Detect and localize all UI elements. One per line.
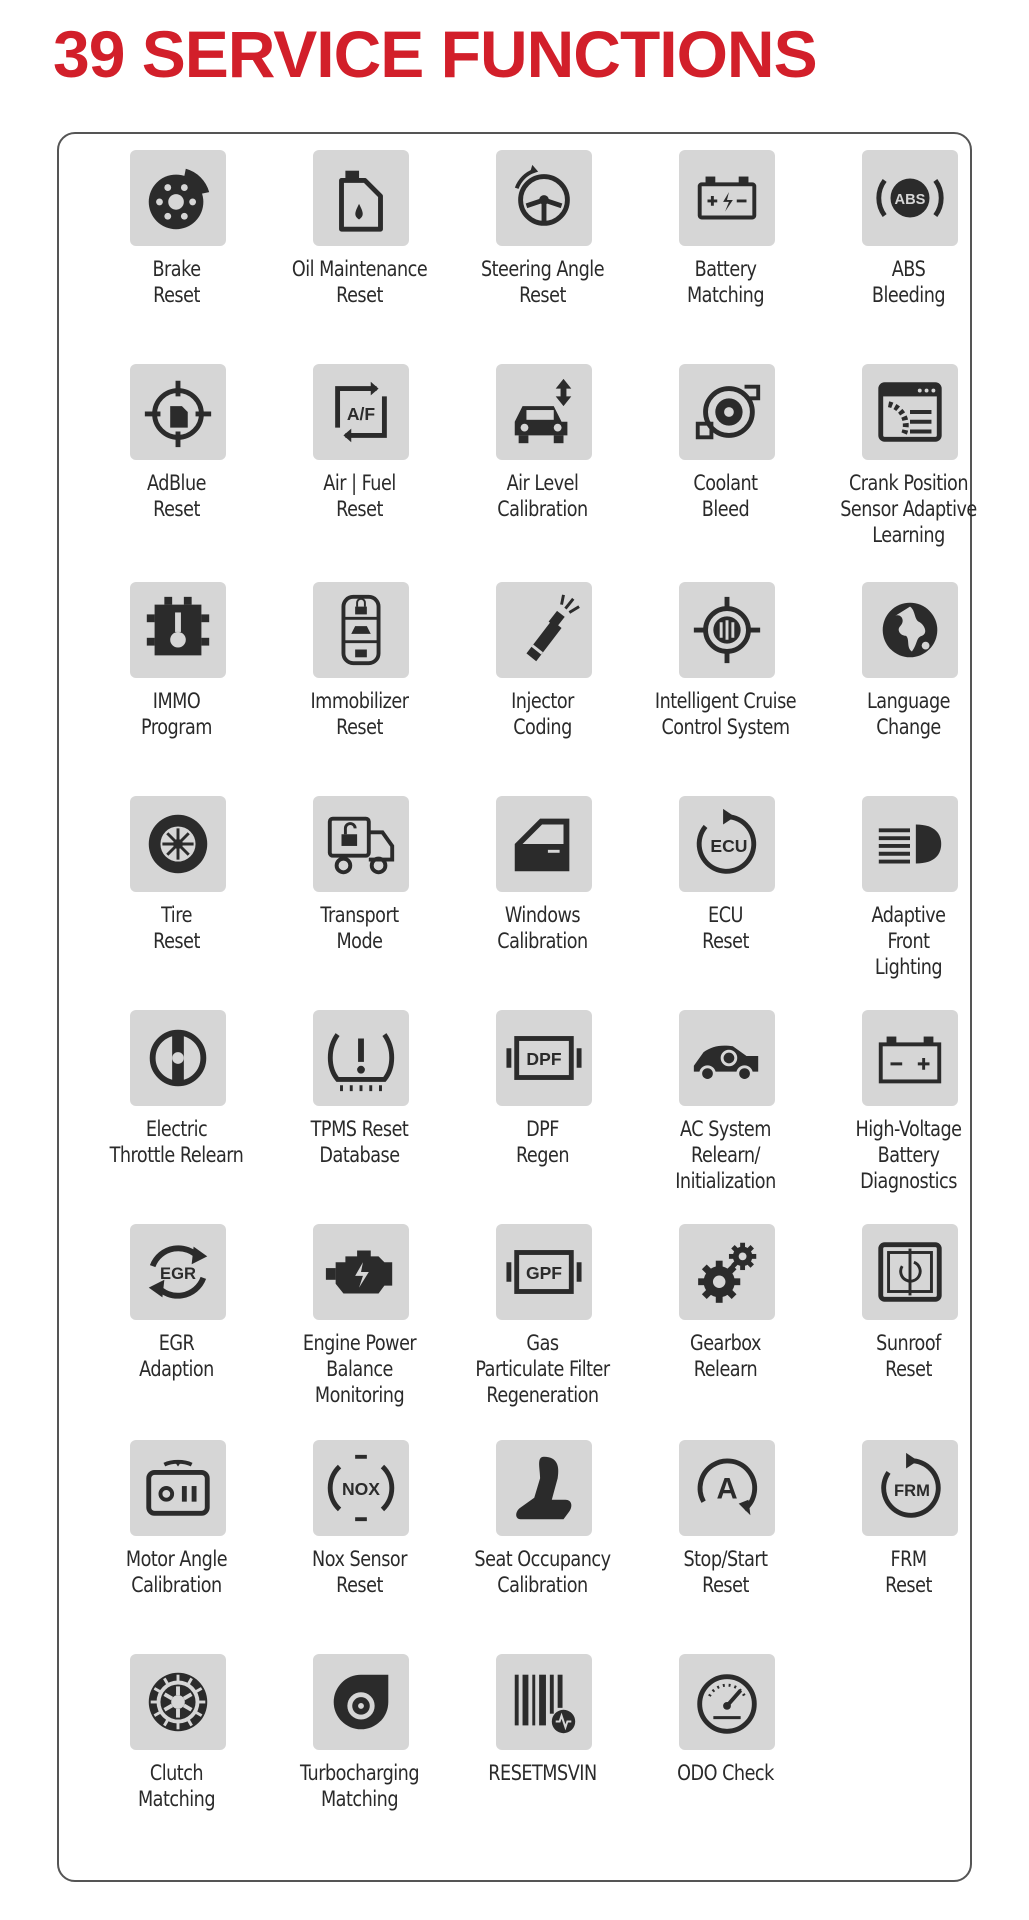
label-line: Battery xyxy=(877,1143,940,1167)
service-function-label xyxy=(644,470,808,522)
label-line: Reset xyxy=(153,929,200,953)
label-line: High-Voltage xyxy=(855,1117,962,1141)
service-function-label xyxy=(95,1760,259,1812)
frm-icon xyxy=(862,1440,958,1536)
label-line: Air Level xyxy=(506,471,579,495)
service-function-item xyxy=(817,364,1000,578)
label-line: Clutch xyxy=(149,1761,204,1785)
service-functions-panel xyxy=(57,132,977,1882)
label-line: Reset xyxy=(702,1573,749,1597)
label-line: Relearn/ xyxy=(691,1143,760,1167)
car-window-icon xyxy=(496,796,592,892)
brake-icon xyxy=(130,150,226,246)
label-line: AdBlue xyxy=(147,471,206,495)
label-line: Injector xyxy=(511,689,574,713)
service-function-item xyxy=(85,1224,268,1438)
service-function-item xyxy=(817,150,1000,364)
service-function-item xyxy=(817,796,1000,1010)
label-line: IMMO xyxy=(152,689,201,713)
label-line: ABS xyxy=(891,257,926,281)
oil-can-icon xyxy=(313,150,409,246)
label-line: Windows xyxy=(504,903,581,927)
cruise-control-icon xyxy=(679,582,775,678)
label-line: Control System xyxy=(661,715,790,739)
label-line: Relearn xyxy=(693,1357,758,1381)
crank-sensor-icon xyxy=(862,364,958,460)
svg-text:DPF: DPF xyxy=(526,1048,562,1069)
adblue-icon xyxy=(130,364,226,460)
page-title: 39 SERVICE FUNCTIONS xyxy=(53,17,817,91)
barcode-icon xyxy=(496,1654,592,1750)
label-line: Adaption xyxy=(139,1357,214,1381)
service-function-item xyxy=(634,1440,817,1654)
label-line: Reset xyxy=(702,929,749,953)
battery-icon xyxy=(679,150,775,246)
dpf-icon xyxy=(496,1010,592,1106)
label-line: Reset xyxy=(336,283,383,307)
service-function-label xyxy=(461,1116,625,1168)
service-function-item xyxy=(451,796,634,1010)
label-line: Matching xyxy=(137,1787,216,1811)
gpf-icon xyxy=(496,1224,592,1320)
service-function-label xyxy=(278,1546,442,1598)
label-line: Gas xyxy=(526,1331,559,1355)
service-function-label xyxy=(827,902,991,980)
service-function-item xyxy=(85,1010,268,1224)
service-function-item xyxy=(268,150,451,364)
label-line: Initialization xyxy=(675,1169,776,1193)
label-line: Reset xyxy=(153,497,200,521)
service-function-item xyxy=(451,150,634,364)
label-line: Sunroof xyxy=(876,1331,941,1355)
label-line: Bleeding xyxy=(871,283,946,307)
service-function-label xyxy=(278,1330,442,1408)
svg-text:NOX: NOX xyxy=(341,1478,381,1499)
label-line: Crank Position xyxy=(848,471,969,495)
label-line: ECU xyxy=(708,903,743,927)
service-function-label xyxy=(827,1546,991,1598)
service-function-item xyxy=(451,1440,634,1654)
label-line: AC System xyxy=(680,1117,771,1141)
service-function-item xyxy=(817,1010,1000,1224)
service-function-label xyxy=(95,1546,259,1598)
label-line: Lighting xyxy=(874,955,943,979)
label-line: Reset xyxy=(336,715,383,739)
service-function-label xyxy=(95,470,259,522)
turbo-icon xyxy=(313,1654,409,1750)
label-line: EGR xyxy=(158,1331,195,1355)
nox-icon xyxy=(313,1440,409,1536)
abs-icon xyxy=(862,150,958,246)
service-function-item xyxy=(451,582,634,796)
coolant-pump-icon xyxy=(679,364,775,460)
label-line: Learning xyxy=(872,523,945,547)
label-line: Monitoring xyxy=(314,1383,405,1407)
service-function-label xyxy=(644,1760,808,1786)
label-line: Balance xyxy=(326,1357,393,1381)
truck-icon xyxy=(313,796,409,892)
steering-wheel-icon xyxy=(496,150,592,246)
ac-car-icon xyxy=(679,1010,775,1106)
label-line: Front xyxy=(887,929,930,953)
label-line: RESETMSVIN xyxy=(488,1761,597,1785)
clutch-icon xyxy=(130,1654,226,1750)
gears-icon xyxy=(679,1224,775,1320)
service-function-item xyxy=(634,582,817,796)
service-function-label xyxy=(278,688,442,740)
service-function-label xyxy=(827,1116,991,1194)
label-line: FRM xyxy=(890,1547,927,1571)
svg-text:ECU: ECU xyxy=(710,835,748,856)
label-line: Regeneration xyxy=(486,1383,599,1407)
service-function-item xyxy=(634,1010,817,1224)
throttle-icon xyxy=(130,1010,226,1106)
ecu-icon xyxy=(679,796,775,892)
label-line: Electric xyxy=(145,1117,208,1141)
service-function-label xyxy=(644,1330,808,1382)
odometer-icon xyxy=(679,1654,775,1750)
tire-icon xyxy=(130,796,226,892)
service-function-label xyxy=(461,256,625,308)
label-line: Change xyxy=(876,715,941,739)
service-function-label xyxy=(461,1546,625,1598)
service-function-label xyxy=(95,1330,259,1382)
label-line: Engine Power xyxy=(302,1331,417,1355)
label-line: Turbocharging xyxy=(299,1761,420,1785)
service-function-label xyxy=(278,902,442,954)
service-function-item xyxy=(817,1224,1000,1438)
service-function-label xyxy=(827,688,991,740)
label-line: Battery xyxy=(694,257,757,281)
service-function-label xyxy=(644,902,808,954)
label-line: Reset xyxy=(336,1573,383,1597)
service-function-item xyxy=(85,364,268,578)
service-functions-grid xyxy=(59,134,977,1880)
service-function-item xyxy=(817,582,1000,796)
label-line: Mode xyxy=(336,929,383,953)
label-line: Gearbox xyxy=(690,1331,761,1355)
service-function-label xyxy=(461,1330,625,1408)
service-function-item xyxy=(634,1654,817,1868)
label-line: Regen xyxy=(515,1143,570,1167)
label-line: Program xyxy=(141,715,212,739)
service-function-label xyxy=(827,256,991,308)
stop-start-icon xyxy=(679,1440,775,1536)
label-line: Calibration xyxy=(497,497,588,521)
service-function-label xyxy=(278,1116,442,1168)
car-lift-icon xyxy=(496,364,592,460)
svg-text:A/F: A/F xyxy=(346,403,376,424)
service-function-item xyxy=(634,796,817,1010)
label-line: Immobilizer xyxy=(310,689,409,713)
air-fuel-icon xyxy=(313,364,409,460)
service-function-label xyxy=(644,1116,808,1194)
label-line: Oil Maintenance xyxy=(291,257,428,281)
service-function-label xyxy=(95,902,259,954)
label-line: Air | Fuel xyxy=(323,471,396,495)
svg-text:ABS: ABS xyxy=(894,191,926,208)
service-function-label xyxy=(278,470,442,522)
engine-icon xyxy=(313,1224,409,1320)
service-function-label xyxy=(461,1760,625,1786)
svg-text:FRM: FRM xyxy=(894,1480,930,1500)
label-line: Reset xyxy=(153,283,200,307)
service-function-item xyxy=(451,1224,634,1438)
service-function-item xyxy=(85,1440,268,1654)
service-function-item xyxy=(85,582,268,796)
label-line: Throttle Relearn xyxy=(109,1143,244,1167)
service-function-item xyxy=(268,1224,451,1438)
service-function-item xyxy=(268,1440,451,1654)
svg-text:GPF: GPF xyxy=(525,1262,563,1283)
motor-icon xyxy=(130,1440,226,1536)
label-line: Reset xyxy=(885,1573,932,1597)
label-line: Brake xyxy=(152,257,201,281)
label-line: Adaptive xyxy=(871,903,946,927)
service-function-label xyxy=(461,902,625,954)
label-line: Tire xyxy=(161,903,192,927)
headlight-icon xyxy=(862,796,958,892)
service-function-label xyxy=(95,688,259,740)
service-function-label xyxy=(278,256,442,308)
label-line: Reset xyxy=(519,283,566,307)
label-line: Matching xyxy=(686,283,765,307)
service-function-label xyxy=(827,1330,991,1382)
label-line: Particulate Filter xyxy=(475,1357,610,1381)
label-line: DPF xyxy=(526,1117,559,1141)
label-line: Motor Angle xyxy=(125,1547,228,1571)
service-function-item xyxy=(268,796,451,1010)
label-line: Coolant xyxy=(693,471,758,495)
label-line: Stop/Start xyxy=(683,1547,768,1571)
service-function-label xyxy=(278,1760,442,1812)
service-function-label xyxy=(644,256,808,308)
label-line: Bleed xyxy=(701,497,750,521)
label-line: Reset xyxy=(336,497,383,521)
service-function-label xyxy=(95,1116,259,1168)
label-line: Nox Sensor xyxy=(312,1547,407,1571)
injector-icon xyxy=(496,582,592,678)
svg-text:EGR: EGR xyxy=(160,1263,196,1283)
service-function-item xyxy=(85,796,268,1010)
label-line: Steering Angle xyxy=(480,257,605,281)
service-function-item xyxy=(85,1654,268,1868)
service-function-item xyxy=(451,364,634,578)
label-line: Calibration xyxy=(497,929,588,953)
label-line: Calibration xyxy=(497,1573,588,1597)
tpms-icon xyxy=(313,1010,409,1106)
service-function-item xyxy=(268,582,451,796)
egr-icon xyxy=(130,1224,226,1320)
svg-text:A: A xyxy=(716,1473,738,1506)
sunroof-icon xyxy=(862,1224,958,1320)
label-line: Language xyxy=(866,689,951,713)
label-line: Transport xyxy=(320,903,399,927)
label-line: Sensor Adaptive xyxy=(840,497,977,521)
service-function-label xyxy=(644,1546,808,1598)
service-function-item xyxy=(817,1440,1000,1654)
service-function-item xyxy=(268,364,451,578)
service-function-item xyxy=(634,364,817,578)
service-function-label xyxy=(461,470,625,522)
label-line: Matching xyxy=(320,1787,399,1811)
service-function-label xyxy=(461,688,625,740)
label-line: Seat Occupancy xyxy=(474,1547,611,1571)
immo-key-icon xyxy=(130,582,226,678)
immobilizer-remote-icon xyxy=(313,582,409,678)
label-line: Intelligent Cruise xyxy=(654,689,797,713)
service-function-item xyxy=(85,150,268,364)
service-function-item xyxy=(451,1010,634,1224)
globe-icon xyxy=(862,582,958,678)
label-line: Reset xyxy=(885,1357,932,1381)
label-line: Calibration xyxy=(131,1573,222,1597)
service-function-item xyxy=(268,1654,451,1868)
label-line: Coding xyxy=(513,715,572,739)
service-function-label xyxy=(827,470,991,548)
service-function-item xyxy=(268,1010,451,1224)
hv-battery-icon xyxy=(862,1010,958,1106)
service-function-label xyxy=(95,256,259,308)
label-line: Database xyxy=(319,1143,400,1167)
seat-icon xyxy=(496,1440,592,1536)
label-line: TPMS Reset xyxy=(310,1117,409,1141)
label-line: ODO Check xyxy=(677,1761,774,1785)
service-function-item xyxy=(634,150,817,364)
service-function-item xyxy=(451,1654,634,1868)
service-function-label xyxy=(644,688,808,740)
label-line: Diagnostics xyxy=(860,1169,957,1193)
service-function-item xyxy=(634,1224,817,1438)
